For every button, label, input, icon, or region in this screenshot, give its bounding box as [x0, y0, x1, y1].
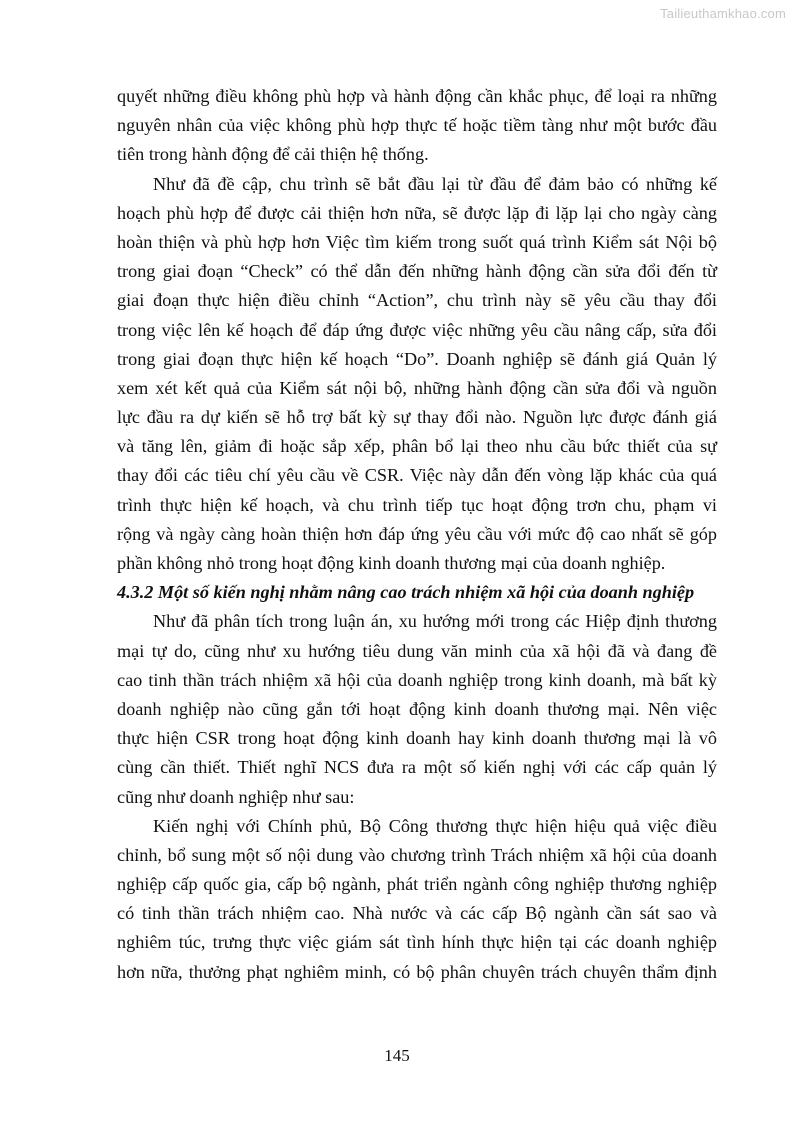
document-body [117, 82, 717, 987]
text-line: nghiệp cấp quốc gia, cấp bộ ngành, phát triển ngành công nghiệp thương nghiệp [117, 874, 717, 895]
text-line: cùng cần thiết. Thiết nghĩ NCS đưa ra một số kiến nghị với các cấp quản lý [117, 757, 717, 778]
paragraph-pdca-cycle [117, 170, 717, 579]
text-line: Như đã đề cập, chu trình sẽ bắt đầu lại từ đầu để đảm bảo có những kế [153, 173, 717, 194]
text-line: trình thực hiện kế hoạch, và chu trình tiếp tục hoạt động trơn chu, phạm vi [117, 494, 717, 515]
text-line: tiên trong hành động để cải thiện hệ thống. [117, 144, 429, 165]
text-line: giai đoạn thực hiện điều chỉnh “Action”, chu trình này sẽ yêu cầu thay đổi [117, 290, 717, 311]
text-line: xem xét kết quả của Kiểm sát nội bộ, những hành động cần sửa đổi và nguồn [117, 377, 717, 398]
page-number: 145 [384, 1046, 410, 1065]
watermark-text: Tailieuthamkhao.com [660, 6, 786, 21]
text-line: lực đầu ra dự kiến sẽ hỗ trợ bất kỳ sự thay đổi nào. Nguồn lực được đánh giá [117, 407, 717, 428]
text-line: Kiến nghị với Chính phủ, Bộ Công thương thực hiện hiệu quả việc điều [153, 815, 717, 836]
text-line: phần không nhỏ trong hoạt động kinh doanh thương mại của doanh nghiệp. [117, 553, 666, 573]
text-line: mại tự do, cũng như xu hướng tiêu dung văn minh của xã hội đã và đang đề [117, 640, 717, 661]
text-line: trong giai đoạn “Check” có thể dẫn đến những hành động cần sửa đổi đến từ [117, 261, 717, 282]
text-line: hoạch phù hợp để được cải thiện hơn nữa, sẽ được lặp đi lặp lại cho ngày càng [117, 202, 717, 223]
text-line: rộng và ngày càng hoàn thiện hơn đáp ứng yêu cầu với mức độ cao nhất sẽ góp [117, 523, 717, 544]
text-line: nghiêm túc, trưng thực việc giám sát tình hính thực hiện tại các doanh nghiệp [117, 932, 717, 953]
text-line: trong giai đoạn thực hiện kế hoạch “Do”. Doanh nghiệp sẽ đánh giá Quản lý [117, 348, 717, 369]
text-line: cao tinh thần trách nhiệm xã hội của doanh nghiệp trong kinh doanh, mà bất kỳ [117, 669, 717, 690]
text-line: hơn nữa, thưởng phạt nghiêm minh, có bộ phân chuyên trách chuyên thẩm định [117, 961, 717, 982]
section-heading: 4.3.2 Một số kiến nghị nhằm nâng cao trách nhiệm xã hội của doanh nghiệp [117, 582, 695, 603]
text-line: có tinh thần trách nhiệm cao. Nhà nước và các cấp Bộ ngành cần sát sao và [117, 903, 717, 924]
text-line: chỉnh, bổ sung một số nội dung vào chương trình Trách nhiệm xã hội của doanh [117, 844, 717, 865]
paragraph-continuation [117, 82, 717, 170]
text-line: hoàn thiện và phù hợp hơn Việc tìm kiếm trong suốt quá trình Kiểm sát Nội bộ [117, 231, 717, 252]
text-line: thay đổi các tiêu chí yêu cầu về CSR. Việc này dẫn đến vòng lặp khác của quá [117, 465, 717, 486]
text-line: trong việc lên kế hoạch để đáp ứng được việc những yêu cầu nâng cấp, sửa đổi [117, 319, 717, 340]
text-line: doanh nghiệp nào cũng gắn tới hoạt động kinh doanh thương mại. Nên việc [117, 698, 717, 719]
paragraph-government-recommendation [117, 812, 717, 987]
paragraph-intro-recommendations [117, 607, 717, 811]
text-line: thực hiện CSR trong hoạt động kinh doanh hay kinh doanh thương mại là vô [117, 728, 717, 749]
text-line: và tăng lên, giảm đi hoặc sắp xếp, phân bổ lại theo nhu cầu bức thiết của sự [117, 436, 717, 457]
text-line: nguyên nhân của việc không phù hợp thực tế hoặc tiềm tàng như một bước đầu [117, 115, 717, 136]
text-line: Như đã phân tích trong luận án, xu hướng mới trong các Hiệp định thương [153, 611, 717, 632]
text-line: cũng như doanh nghiệp như sau: [117, 786, 355, 807]
text-line: quyết những điều không phù hợp và hành động cần khắc phục, để loại ra những [117, 86, 717, 106]
